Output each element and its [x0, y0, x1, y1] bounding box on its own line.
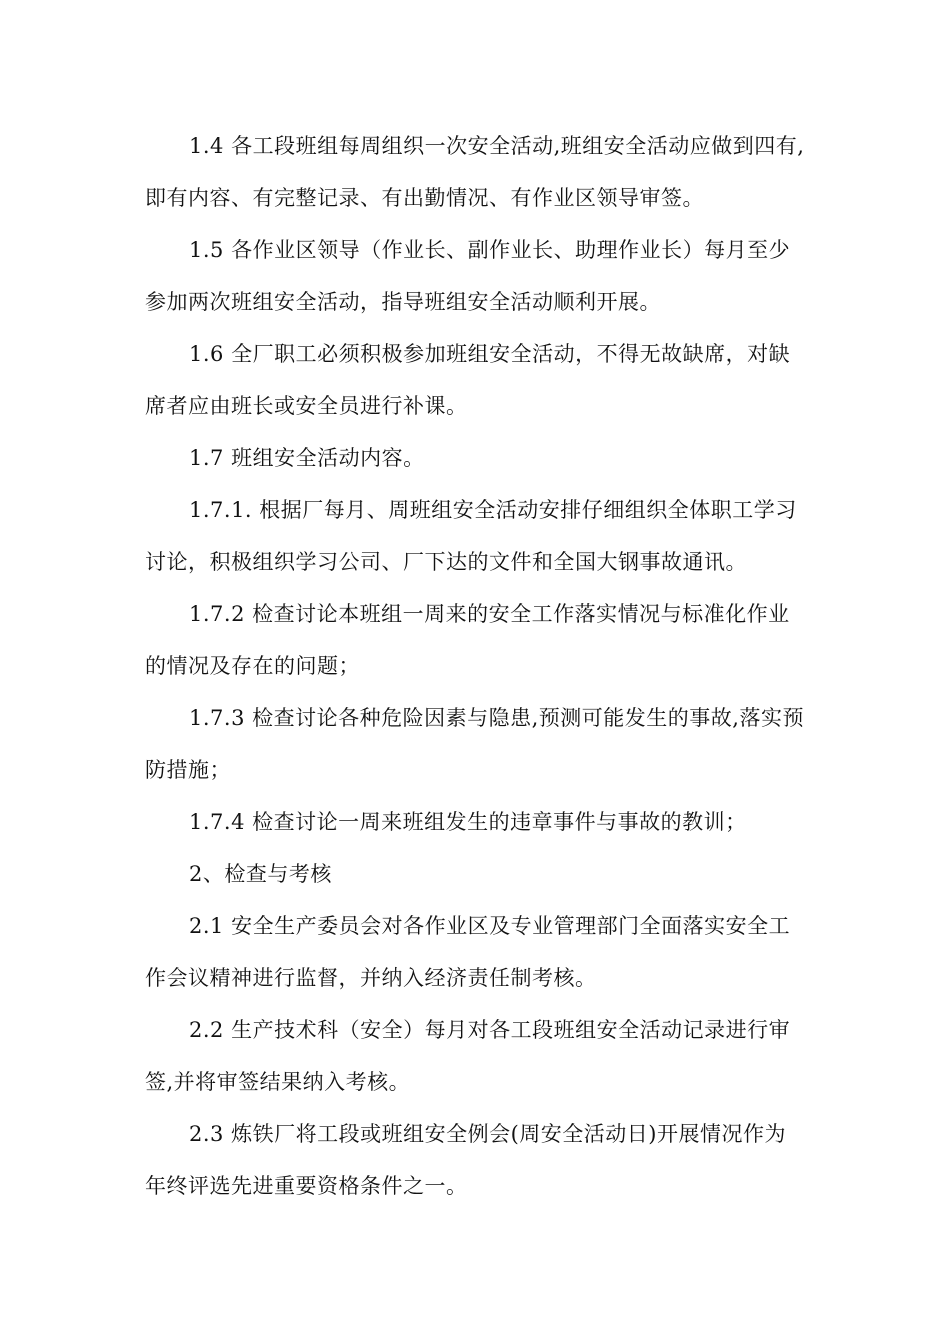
paragraph-1-7-2: 1.7.2 检查讨论本班组一周来的安全工作落实情况与标准化作业的情况及存在的问题； — [145, 602, 790, 678]
paragraph-2-3: 2.3 炼铁厂将工段或班组安全例会(周安全活动日)开展情况作为年终评选先进重要资格条件之一。 — [145, 1122, 786, 1198]
paragraph-1-7-3: 1.7.3 检查讨论各种危险因素与隐患,预测可能发生的事故,落实预防措施； — [145, 706, 804, 782]
paragraph-1-7: 1.7 班组安全活动内容。 — [189, 446, 425, 470]
document-body — [145, 120, 805, 1212]
paragraph-1-7-4: 1.7.4 检查讨论一周来班组发生的违章事件与事故的教训； — [189, 810, 747, 834]
paragraph-1-7-1: 1.7.1. 根据厂每月、周班组安全活动安排仔细组织全体职工学习讨论，积极组织学习公司、厂下达的文件和全国大钢事故通讯。 — [145, 498, 797, 574]
paragraph-2-2: 2.2 生产技术科（安全）每月对各工段班组安全活动记录进行审签,并将审签结果纳入考核。 — [145, 1018, 791, 1094]
paragraph-2-1: 2.1 安全生产委员会对各作业区及专业管理部门全面落实安全工作会议精神进行监督，并纳入经济责任制考核。 — [145, 914, 791, 990]
paragraph-1-5: 1.5 各作业区领导（作业长、副作业长、助理作业长）每月至少参加两次班组安全活动，指导班组安全活动顺利开展。 — [145, 238, 791, 314]
paragraph-1-4: 1.4 各工段班组每周组织一次安全活动,班组安全活动应做到四有,即有内容、有完整记录、有出勤情况、有作业区领导审签。 — [145, 134, 805, 210]
paragraph-1-6: 1.6 全厂职工必须积极参加班组安全活动，不得无故缺席，对缺席者应由班长或安全员进行补课。 — [145, 342, 791, 418]
section-heading-2: 2、检查与考核 — [189, 862, 332, 886]
